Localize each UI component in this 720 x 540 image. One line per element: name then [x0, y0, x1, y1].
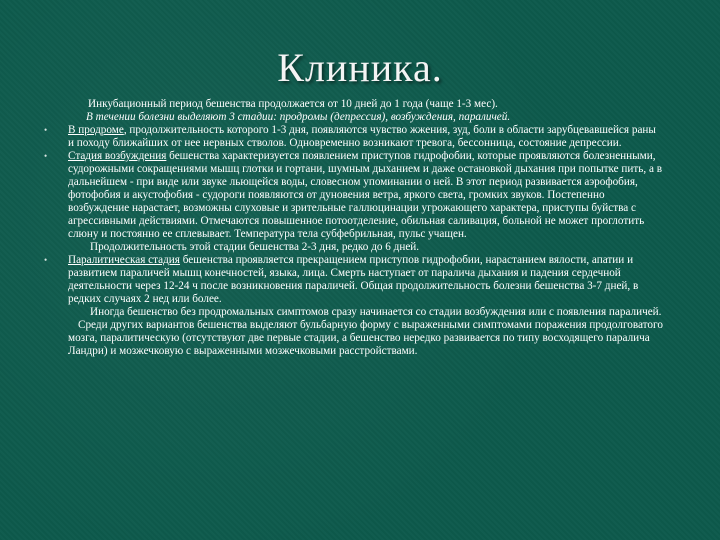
incubation-text: Инкубационный период бешенства продолжается от 10 дней до 1 года (чаще 1-3 мес).: [88, 98, 498, 110]
bullet-prodrome: [44, 124, 664, 150]
bullet-text: бешенства характеризуется появлением приступов гидрофобии, которые проявляются болезненными, судорожными сокращениями мышц глотки и гортани, шумным дыханием и даже остановкой дыхания при попытке пить, а в дальнейшем - при виде или звуке льющейся воды, словесном упоминании о ней. В этот период развивается аэрофобия, фотофобия и акустофобия - судороги появляются от дуновения ветра, яркого света, громких звуков. Постепенно возбуждение нарастает, возможны слуховые и зрительные галлюцинации угрожающего характера, приступы буйства с агрессивными действиями. Отмечаются повышенное потоотделение, обильная саливация, больной не может проглотить слюну и постоянно ее сплевывает. Температура тела субфебрильная, пульс учащен.: [68, 150, 663, 240]
closing-text: Среди других вариантов бешенства выделяют бульбарную форму с выраженными симптомами поражения продолговатого мозга, паралитическую (отсутствуют две первые стадии, а бешенство нередко развивается по типу восходящего паралича Ландри) и мозжечковую с выраженными мозжечковыми расстройствами.: [68, 319, 663, 357]
bullet-continuation: Иногда бешенство без продромальных симптомов сразу начинается со стадии возбуждения или с появления параличей.: [90, 306, 662, 318]
bullet-paragraph: [68, 254, 664, 306]
bullet-lead: Стадия возбуждения: [68, 150, 167, 162]
bullet-lead: В продроме: [68, 124, 124, 136]
bullet-lead: Паралитическая стадия: [68, 254, 180, 266]
slide-title: Клиника.: [277, 45, 443, 90]
bullet-marker-icon: •: [44, 125, 48, 135]
bullet-paralytic: [44, 254, 664, 319]
bullet-excitation: [44, 150, 664, 254]
bullet-marker-icon: •: [44, 151, 48, 161]
bullet-marker-icon: •: [44, 255, 48, 265]
bullet-continuation: Продолжительность этой стадии бешенства 2-3 дня, редко до 6 дней.: [90, 241, 420, 253]
bullet-text: , продолжительность которого 1-3 дня, появляются чувство жжения, зуд, боли в области зарубцевавшейся раны и походу ближайших от нее нервных стволов. Одновременно возникают тревога, бессонница, состояние депрессии.: [68, 124, 656, 149]
slide-body: [44, 98, 664, 358]
bullet-text: бешенства проявляется прекращением приступов гидрофобии, нарастанием вялости, апатии и развитием параличей мышц конечностей, языка, лица. Смерть наступает от паралича дыхания и падения сердечной деятельности через 12-24 ч после возникновения параличей. Общая продолжительность болезни бешенства 3-7 дней, в редких случаях 2 нед или более.: [68, 254, 639, 305]
bullet-paragraph: [68, 150, 664, 241]
bullet-paragraph: [68, 124, 664, 150]
stages-intro-text: В течении болезни выделяют 3 стадии: продромы (депрессия), возбуждения, параличей.: [86, 111, 511, 123]
